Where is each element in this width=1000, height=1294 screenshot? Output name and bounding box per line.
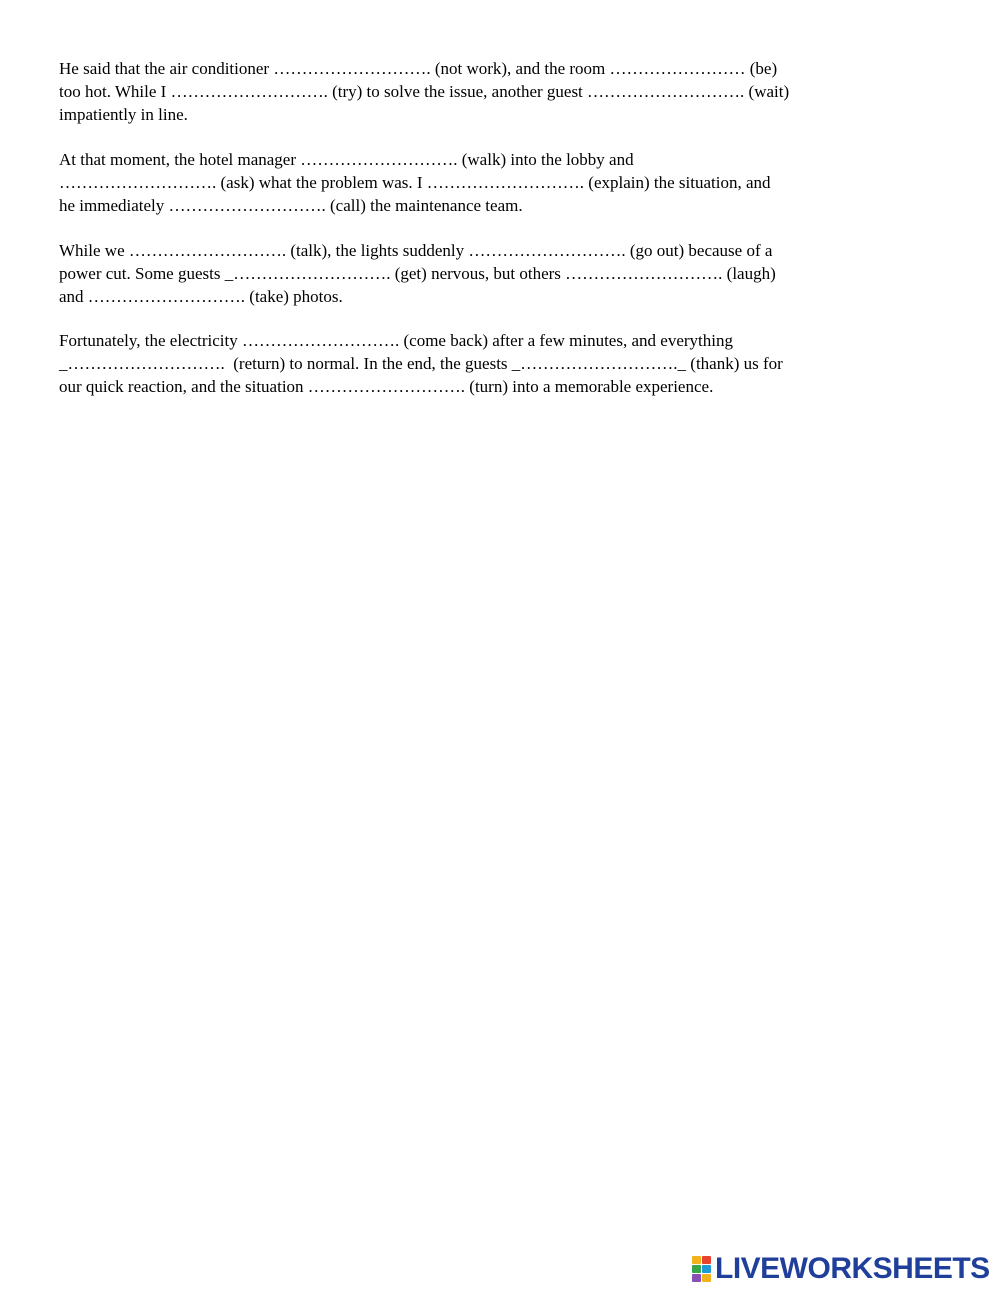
worksheet-line: and ………………………. (take) photos.: [59, 287, 343, 306]
worksheet-line: power cut. Some guests _………………………. (get) nervous, but others ………………………. (laugh): [59, 264, 776, 283]
worksheet-line: too hot. While I ………………………. (try) to solve the issue, another guest ………………………. (wait): [59, 82, 790, 101]
logo-mark-block: [702, 1274, 711, 1282]
worksheet-line: At that moment, the hotel manager ………………………. (walk) into the lobby and: [59, 150, 634, 169]
logo-mark-block: [692, 1265, 701, 1273]
worksheet-line: Fortunately, the electricity ………………………. (come back) after a few minutes, and everything: [59, 331, 733, 350]
worksheet-line: our quick reaction, and the situation ………………………. (turn) into a memorable experience.: [59, 377, 714, 396]
worksheet-line: he immediately ………………………. (call) the maintenance team.: [59, 196, 523, 215]
worksheet-line: impatiently in line.: [59, 105, 188, 124]
logo-text: LIVEWORKSHEETS: [715, 1252, 990, 1285]
worksheet-line: While we ………………………. (talk), the lights suddenly ………………………. (go out) because of a: [59, 241, 773, 260]
logo-mark-block: [692, 1274, 701, 1282]
logo-mark-block: [702, 1256, 711, 1264]
worksheet-line: _………………………. (return) to normal. In the end, the guests _………………………._ (thank) us for: [59, 354, 783, 373]
liveworksheets-mark-icon: [692, 1256, 712, 1282]
worksheet-line: ………………………. (ask) what the problem was. I ………………………. (explain) the situation, and: [59, 173, 771, 192]
logo-mark-block: [702, 1265, 711, 1273]
logo-mark-block: [692, 1256, 701, 1264]
liveworksheets-logo: [692, 1254, 990, 1284]
worksheet-line: He said that the air conditioner ………………………. (not work), and the room …………………… (be): [59, 59, 778, 78]
